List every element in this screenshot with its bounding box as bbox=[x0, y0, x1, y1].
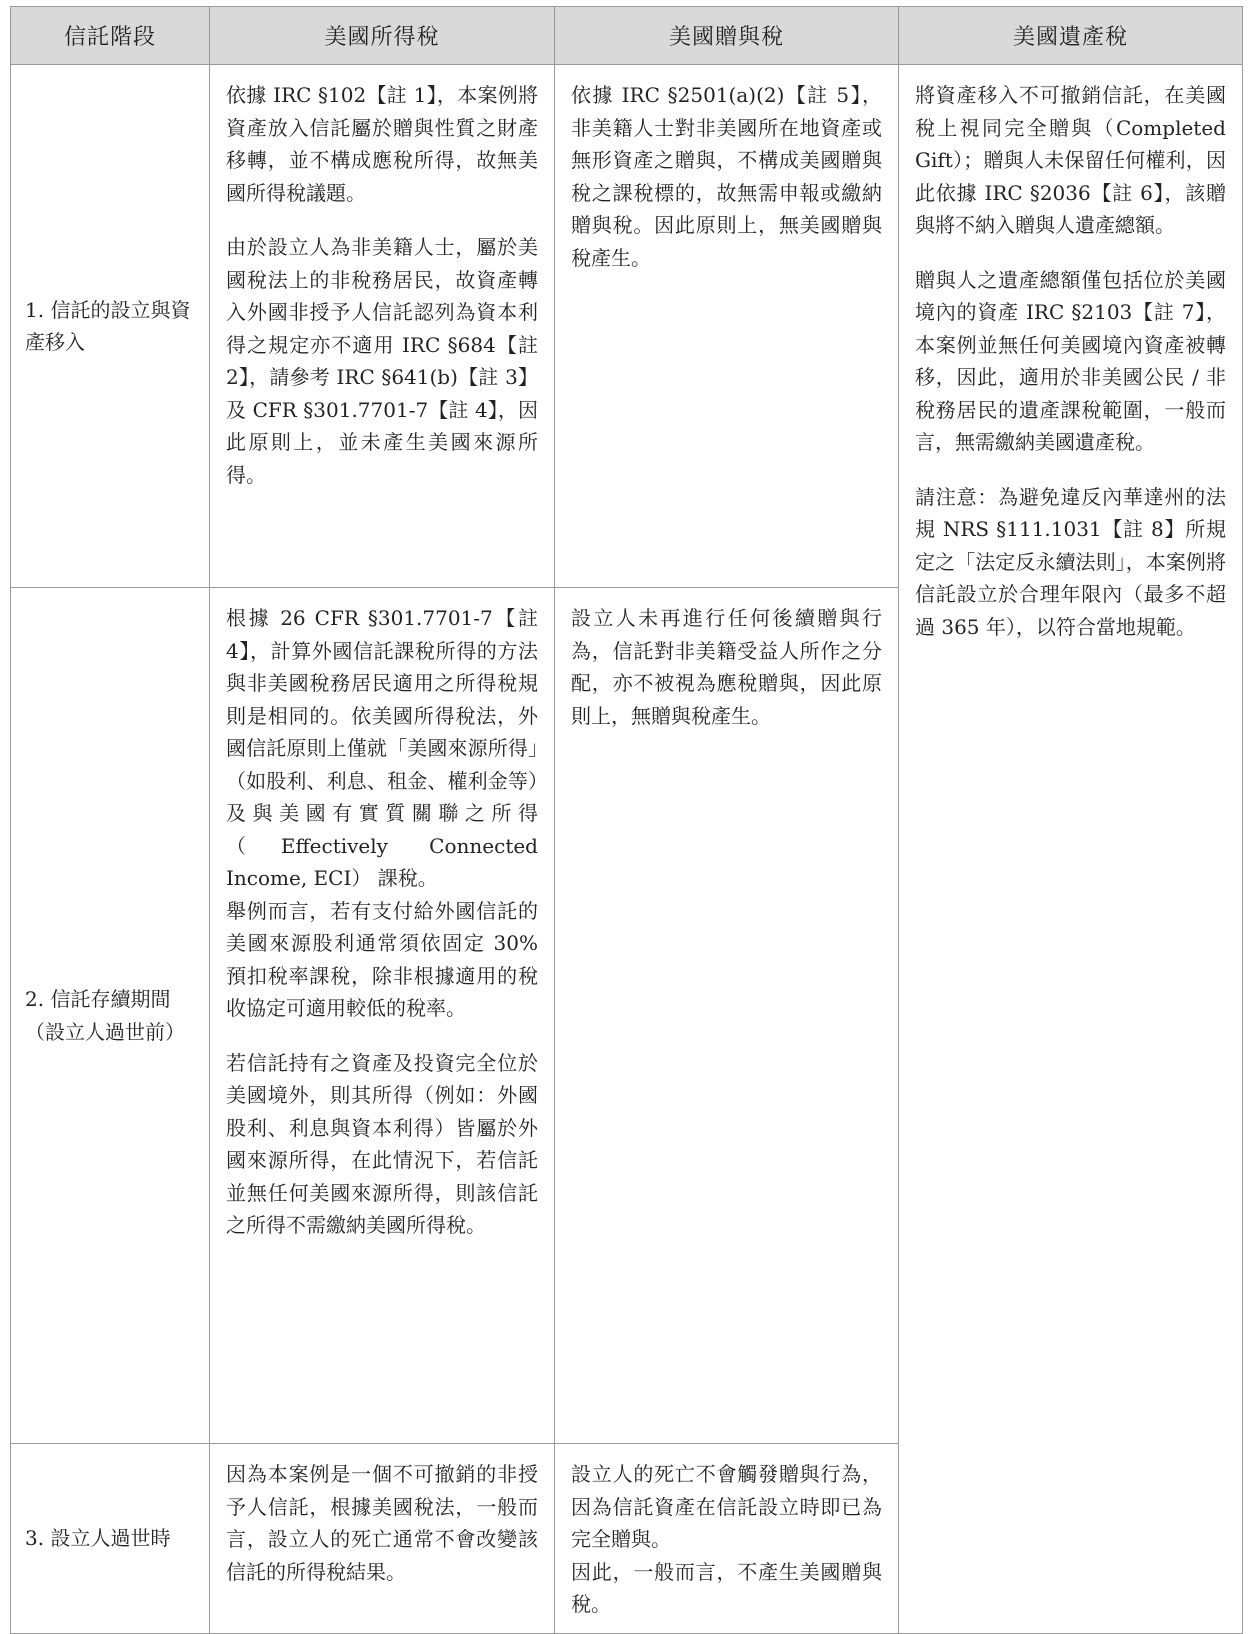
stage-cell bbox=[11, 1444, 210, 1634]
paragraph: 設立人未再進行任何後續贈與行為，信託對非美籍受益人所作之分配，亦不被視為應稅贈與，因此原則上，無贈與稅產生。 bbox=[571, 606, 882, 728]
gift-tax-cell bbox=[555, 588, 899, 1444]
header-estate-tax: 美國遺產稅 bbox=[899, 7, 1243, 65]
paragraph: 贈與人之遺產總額僅包括位於美國境內的資產 IRC §2103【註 7】，本案例並無任何美國境內資產被轉移，因此，適用於非美國公民 / 非稅務居民的遺產課稅範圍，一般而言，無需繳納美國遺產稅。 bbox=[915, 267, 1226, 454]
paragraph: 設立人的死亡不會觸發贈與行為，因為信託資產在信託設立時即已為完全贈與。 bbox=[571, 1462, 882, 1551]
stage-cell bbox=[11, 65, 210, 588]
header-row bbox=[11, 7, 1243, 65]
paragraph: 因此，一般而言，不產生美國贈與稅。 bbox=[571, 1559, 882, 1616]
paragraph: 依據 IRC §2501(a)(2)【註 5】，非美籍人士對非美國所在地資產或無形資產之贈與，不構成美國贈與稅之課稅標的，故無需申報或繳納贈與稅。因此原則上，無美國贈與稅產生。 bbox=[571, 83, 882, 270]
paragraph: 由於設立人為非美籍人士，屬於美國稅法上的非稅務居民，故資產轉入外國非授予人信託認列為資本利得之規定亦不適用 IRC §684【註 2】，請參考 IRC §641(b)【註 3】及 CFR §301.7701-7【註 4】，因此原則上，並未產生美國來源所得。 bbox=[226, 235, 538, 487]
stage-label: 3. 設立人過世時 bbox=[25, 1526, 171, 1550]
paragraph: 將資產移入不可撤銷信託，在美國稅上視同完全贈與（Completed Gift）；贈與人未保留任何權利，因此依據 IRC §2036【註 6】，該贈與將不納入贈與人遺產總額。 bbox=[915, 83, 1226, 237]
estate-tax-cell bbox=[899, 65, 1243, 1634]
header-income-tax: 美國所得稅 bbox=[210, 7, 555, 65]
header-trust-stage: 信託階段 bbox=[11, 7, 210, 65]
paragraph: 因為本案例是一個不可撤銷的非授予人信託，根據美國稅法，一般而言，設立人的死亡通常不會改變該信託的所得稅結果。 bbox=[226, 1462, 538, 1584]
stage-label: 1. 信託的設立與資產移入 bbox=[25, 297, 191, 354]
paragraph: 依據 IRC §102【註 1】，本案例將資產放入信託屬於贈與性質之財產移轉，並不構成應稅所得，故無美國所得稅議題。 bbox=[226, 83, 538, 205]
stage-cell bbox=[11, 588, 210, 1444]
gift-tax-cell bbox=[555, 65, 899, 588]
income-tax-cell bbox=[210, 65, 555, 588]
paragraph: 根據 26 CFR §301.7701-7【註 4】，計算外國信託課稅所得的方法與非美國稅務居民適用之所得稅規則是相同的。依美國所得稅法，外國信託原則上僅就「美國來源所得」（如股利、利息、租金、權利金等）及與美國有實質關聯之所得（Effectively Connected Income, ECI） 課稅。 bbox=[226, 606, 538, 890]
gift-tax-cell bbox=[555, 1444, 899, 1634]
paragraph: 請注意：為避免違反內華達州的法規 NRS §111.1031【註 8】所規定之「法定反永續法則」，本案例將信託設立於合理年限內（最多不超過 365 年），以符合當地規範。 bbox=[915, 484, 1226, 639]
stage-label: 2. 信託存續期間（設立人過世前） bbox=[25, 987, 185, 1044]
income-tax-cell bbox=[210, 1444, 555, 1634]
income-tax-cell bbox=[210, 588, 555, 1444]
table-row bbox=[11, 65, 1243, 588]
tax-comparison-table bbox=[10, 6, 1243, 1634]
paragraph: 舉例而言，若有支付給外國信託的美國來源股利通常須依固定 30% 預扣稅率課稅，除非根據適用的稅收協定可適用較低的稅率。 bbox=[226, 898, 538, 1020]
header-gift-tax: 美國贈與稅 bbox=[555, 7, 899, 65]
paragraph: 若信託持有之資產及投資完全位於美國境外，則其所得（例如：外國股利、利息與資本利得）皆屬於外國來源所得，在此情況下，若信託並無任何美國來源所得，則該信託之所得不需繳納美國所得稅。 bbox=[226, 1050, 538, 1237]
